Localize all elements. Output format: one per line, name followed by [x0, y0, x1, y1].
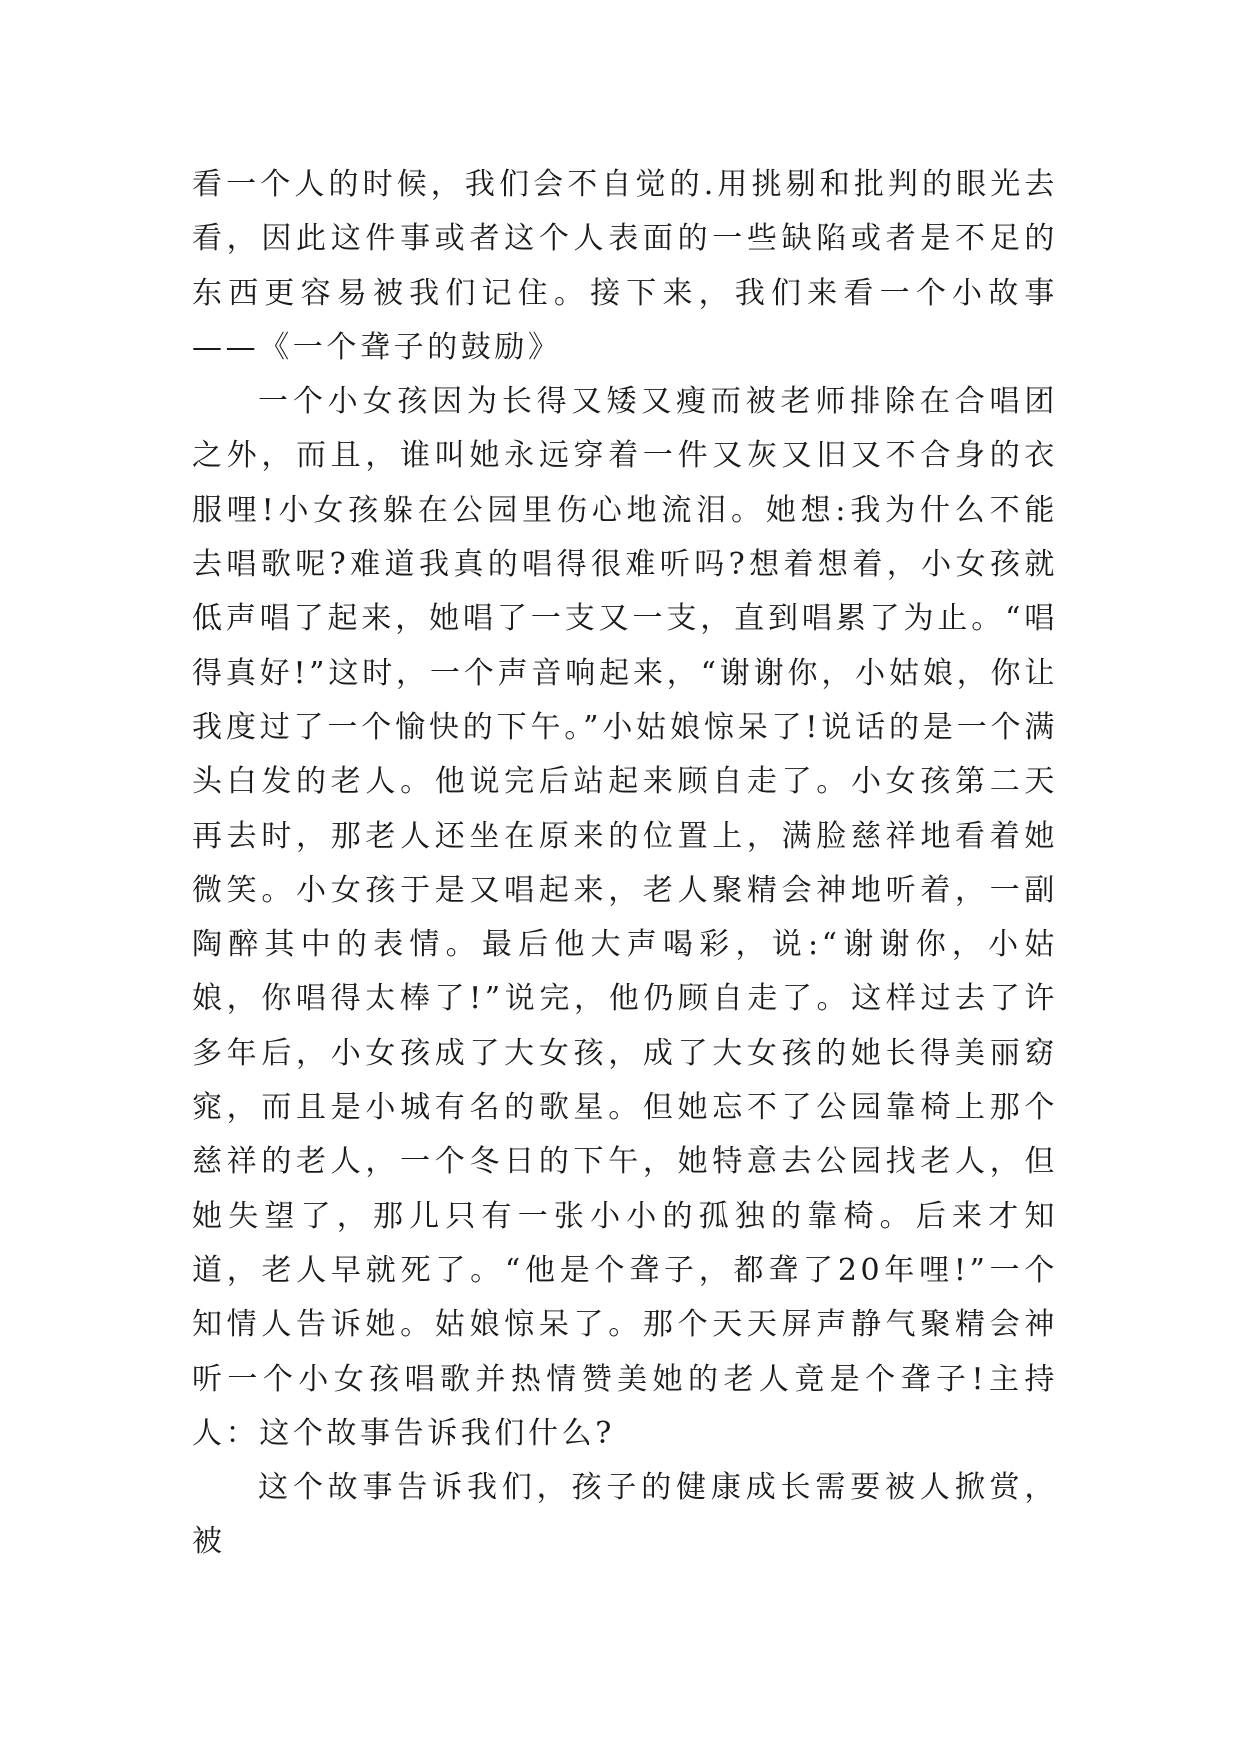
paragraph-story: 一个小女孩因为长得又矮又瘦而被老师排除在合唱团之外，而且，谁叫她永远穿着一件又灰又旧又不合身的衣服哩!小女孩躲在公园里伤心地流泪。她想:我为什么不能去唱歌呢?难道我真的唱得很难听吗?想着想着，小女孩就低声唱了起来，她唱了一支又一支，直到唱累了为止。“唱得真好!”这时，一个声音响起来，“谢谢你，小姑娘，你让我度过了一个愉快的下午。”小姑娘惊呆了!说话的是一个满头白发的老人。他说完后站起来顾自走了。小女孩第二天再去时，那老人还坐在原来的位置上，满脸慈祥地看着她微笑。小女孩于是又唱起来，老人聚精会神地听着，一副陶醉其中的表情。最后他大声喝彩，说:“谢谢你，小姑娘，你唱得太棒了!”说完，他仍顾自走了。这样过去了许多年后，小女孩成了大女孩，成了大女孩的她长得美丽窈窕，而且是小城有名的歌星。但她忘不了公园靠椅上那个慈祥的老人，一个冬日的下午，她特意去公园找老人，但她失望了，那儿只有一张小小的孤独的靠椅。后来才知道，老人早就死了。“他是个聋子，都聋了20年哩!”一个知情人告诉她。姑娘惊呆了。那个天天屏声静气聚精会神听一个小女孩唱歌并热情赞美她的老人竟是个聋子!主持人：这个故事告诉我们什么?: [192, 384, 1058, 1451]
body-text: [192, 158, 1058, 1570]
paragraph-conclusion: 这个故事告诉我们，孩子的健康成长需要被人掀赏，被: [192, 1470, 1058, 1560]
paragraph-intro: 看一个人的时候，我们会不自觉的.用挑剔和批判的眼光去看，因此这件事或者这个人表面的一些缺陷或者是不足的东西更容易被我们记住。接下来，我们来看一个小故事——《一个聋子的鼓励》: [192, 167, 1058, 365]
